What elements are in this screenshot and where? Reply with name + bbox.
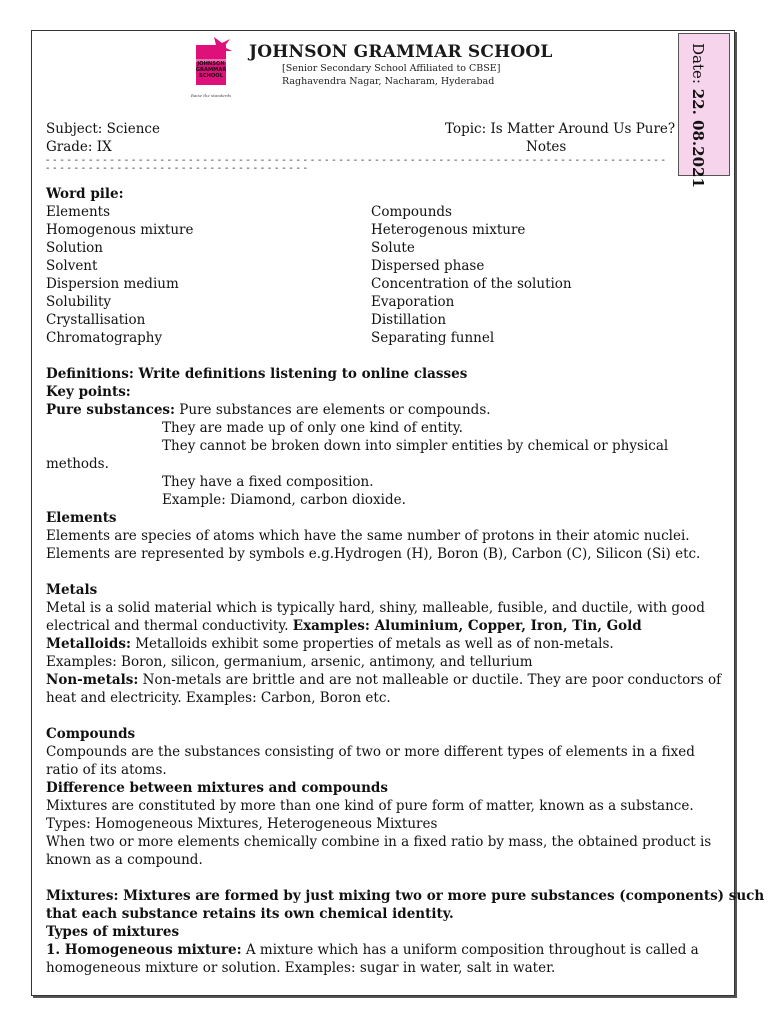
elements-line-1: Elements are species of atoms which have the same number of protons in their atomic nuclei. [46,528,690,544]
homogeneous-line-1: 1. Homogeneous mixture: A mixture which has a uniform composition throughout is called a [46,942,699,958]
school-name: JOHNSON GRAMMAR SCHOOL [249,42,553,62]
word-pile-left-0: Elements [46,204,110,220]
metals-heading: Metals [46,582,98,598]
compounds-line-2: ratio of its atoms. [46,762,167,778]
word-pile-right-7: Separating funnel [371,330,495,346]
metalloids-line: Metalloids: Metalloids exhibit some properties of metals as well as of non-metals. [46,636,614,652]
compounds-heading: Compounds [46,726,136,742]
topic: Topic: Is Matter Around Us Pure? [445,121,676,137]
elements-heading: Elements [46,510,117,526]
metals-line-2: electrical and thermal conductivity. Examples: Aluminium, Copper, Iron, Tin, Gold [46,618,642,634]
school-address: Raghavendra Nagar, Nacharam, Hyderabad [282,76,495,87]
compounds-line-1: Compounds are the substances consisting of two or more different types of elements in a fixed [46,744,695,760]
logo-motto: Raise the standards [190,93,232,98]
word-pile-left-5: Solubility [46,294,112,310]
word-pile-left-1: Homogenous mixture [46,222,194,238]
school-logo [188,37,234,101]
pure-line-3b: methods. [46,456,109,472]
difference-line-3: When two or more elements chemically combine in a fixed ratio by mass, the obtained product is [46,834,712,850]
elements-line-2: Elements are represented by symbols e.g.Hydrogen (H), Boron (B), Carbon (C), Silicon (Si) etc. [46,546,701,562]
key-points-heading: Key points: [46,384,131,400]
logo-text-mid: GRAMMAR [195,67,227,73]
school-affiliation: [Senior Secondary School Affiliated to CBSE] [282,63,501,74]
date-text [689,43,707,188]
pure-line-2: They are made up of only one kind of entity. [162,420,463,436]
difference-line-2: Types: Homogeneous Mixtures, Heterogeneous Mixtures [46,816,438,832]
metalloids-examples: Examples: Boron, silicon, germanium, arsenic, antimony, and tellurium [46,654,533,670]
pure-substances-line: Pure substances: Pure substances are elements or compounds. [46,402,491,418]
date-box [678,33,730,188]
word-pile-right-3: Dispersed phase [371,258,485,274]
logo-text-top: JOHNSON [197,61,225,67]
grade: Grade: IX [46,139,112,155]
word-pile-right-5: Evaporation [371,294,455,310]
difference-heading: Difference between mixtures and compounds [46,780,388,796]
divider: - - - - - - - - - - - - - - - - - - - - - - - - - - - - - - - - - - - - - - - - - - - - - - - - - - - - - - - - - - - - - - - - - - - - - - - - - - - - - - - - - - - - - - - - - - - - - - - - - - - - - - - - - - - - - - - - - - - - - - - - - - - - [46,155,666,174]
nonmetals-line-1: Non-metals: Non-metals are brittle and are not malleable or ductile. They are poor conductors of [46,672,722,688]
notes-label: Notes [526,139,567,155]
word-pile-left-2: Solution [46,240,103,256]
word-pile-right-1: Heterogenous mixture [371,222,526,238]
word-pile-right-4: Concentration of the solution [371,276,572,292]
homogeneous-line-2: homogeneous mixture or solution. Examples: sugar in water, salt in water. [46,960,556,976]
pure-line-5: Example: Diamond, carbon dioxide. [162,492,406,508]
definitions-heading: Definitions: Write definitions listening to online classes [46,366,468,382]
mixtures-line-1: Mixtures: Mixtures are formed by just mixing two or more pure substances (components) such [46,888,765,904]
pure-line-4: They have a fixed composition. [162,474,374,490]
pure-line-3: They cannot be broken down into simpler entities by chemical or physical [162,438,669,454]
logo-text-bot: SCHOOL [198,73,224,79]
word-pile-left-6: Crystallisation [46,312,146,328]
word-pile-title: Word pile: [46,186,124,202]
date-value: 22. 08.2021 [689,88,707,188]
nonmetals-line-2: heat and electricity. Examples: Carbon, Boron etc. [46,690,391,706]
subject: Subject: Science [46,121,160,137]
types-heading: Types of mixtures [46,924,180,940]
word-pile-right-2: Solute [371,240,415,256]
mixtures-line-2: that each substance retains its own chemical identity. [46,906,454,922]
word-pile-left-4: Dispersion medium [46,276,179,292]
difference-line-1: Mixtures are constituted by more than one kind of pure form of matter, known as a substance. [46,798,694,814]
metals-line-1: Metal is a solid material which is typically hard, shiny, malleable, fusible, and ductile, with good [46,600,705,616]
word-pile-right-6: Distillation [371,312,447,328]
word-pile-left-7: Chromatography [46,330,163,346]
word-pile-right-0: Compounds [371,204,452,220]
word-pile-left-3: Solvent [46,258,98,274]
date-label: Date: [689,43,707,84]
difference-line-4: known as a compound. [46,852,203,868]
